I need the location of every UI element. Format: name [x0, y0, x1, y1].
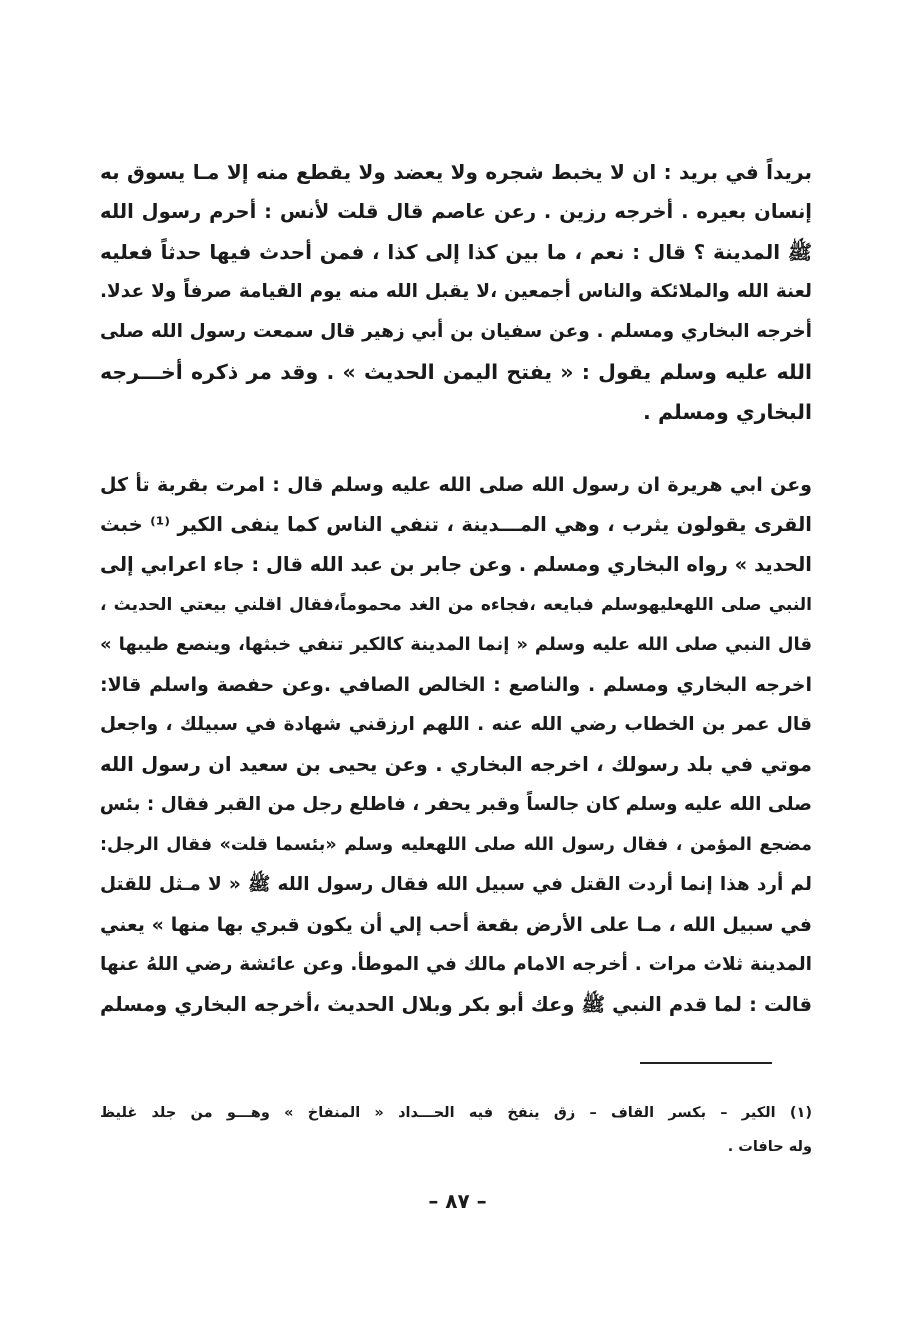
text-line: صلى الله عليه وسلم كان جالساً وقبر يحفر ، فاطلع رجل من القبر فقال : بئس	[100, 794, 812, 815]
text-line: قال النبي صلى الله عليه وسلم « إنما المدينة كالكير تنفي خبثها، وينصع طيبها »	[100, 634, 812, 655]
text-line: المدينة ثلاث مرات . أخرجه الامام مالك في الموطأ. وعن عائشة رضي اللهُ عنها	[100, 954, 812, 975]
paragraph-2	[100, 465, 812, 1025]
text-line: النبي صلى اللهعليهوسلم فبايعه ،فجاءه من الغد محموماً،فقال اقلني بيعتي الحديث ،	[100, 595, 812, 615]
text-line: البخاري ومسلم .	[643, 400, 812, 424]
footnote-line: (١) الكير – بكسر القاف – زق ينفخ فيه الحـــداد « المنفاخ » وهـــو من جلد غليظ	[100, 1105, 812, 1121]
text-line: اخرجه البخاري ومسلم . والناصع : الخالص الصافي .وعن حفصة واسلم قالا:	[100, 674, 812, 696]
text-line: الله عليه وسلم يقول : « يفتح اليمن الحديث » . وقد مر ذكره أخـــرجه	[100, 360, 812, 384]
text-line: لم أرد هذا إنما أردت القتل في سبيل الله فقال رسول الله ﷺ « لا مـثل للقتل	[100, 874, 812, 895]
text-line: ﷺ المدينة ؟ قال : نعم ، ما بين كذا إلى كذا ، فمن أحدث فيها حدثاً فعليه	[100, 240, 812, 264]
text-line: بريداً في بريد : ان لا يخبط شجره ولا يعضد ولا يقطع منه إلا مـا يسوق به	[100, 160, 812, 184]
footnote-line: وله حافات .	[727, 1139, 812, 1155]
footnote	[100, 1096, 812, 1164]
text-line: أخرجه البخاري ومسلم . وعن سفيان بن أبي زهير قال سمعت رسول الله صلى	[100, 321, 812, 342]
page-number: – ٨٧ –	[428, 1189, 487, 1213]
text-line: القرى يقولون يثرب ، وهي المـــدينة ، تنفي الناس كما ينفى الكير ⁽¹⁾ خبث	[100, 513, 812, 536]
text-line: وعن ابي هريرة ان رسول الله صلى الله عليه وسلم قال : امرت بقربة تأ كل	[100, 474, 812, 496]
text-line: لعنة الله والملائكة والناس أجمعين ،لا يقبل الله منه يوم القيامة صرفاً ولا عدلا.	[100, 281, 812, 302]
text-line: إنسان بعيره . أخرجه رزين . رعن عاصم قال قلت لأنس : أحرم رسول الله	[100, 200, 812, 223]
text-line: موتي في بلد رسولك ، اخرجه البخاري . وعن يحيى بن سعيد ان رسول الله	[100, 753, 812, 776]
footnote-separator	[640, 1062, 772, 1064]
text-line: قال عمر بن الخطاب رضي الله عنه . اللهم ارزقني شهادة في سبيلك ، واجعل	[100, 714, 812, 735]
text-line: الحديد » رواه البخاري ومسلم . وعن جابر بن عبد الله قال : جاء اعرابي إلى	[100, 553, 812, 576]
text-line: في سبيل الله ، مـا على الأرض بقعة أحب إلي أن يكون قبري بها منها » يعني	[100, 914, 812, 936]
paragraph-1	[100, 152, 812, 432]
text-line: قالت : لما قدم النبي ﷺ وعك أبو بكر وبلال الحديث ،أخرجه البخاري ومسلم	[100, 993, 812, 1016]
text-line: مضجع المؤمن ، فقال رسول الله صلى اللهعليه وسلم «بئسما قلت» فقال الرجل:	[100, 835, 812, 855]
